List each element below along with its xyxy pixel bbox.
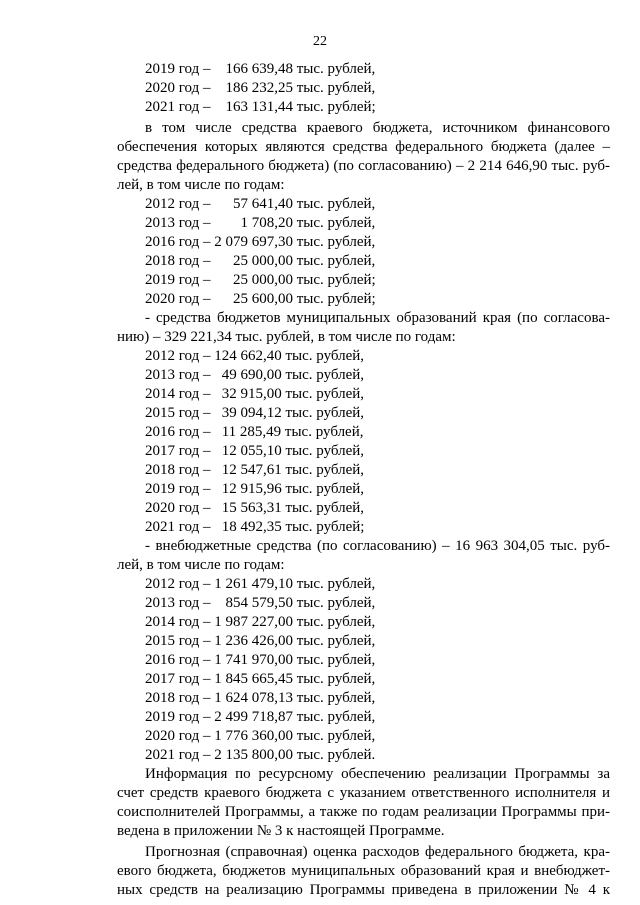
year-line: 2021 год – 163 131,44 тыс. рублей; (145, 99, 376, 115)
year-line: 2013 год – 854 579,50 тыс. рублей, (145, 595, 376, 611)
paragraph-line: ных средств на реализацию Программы приведена в приложении № 4 к (117, 882, 610, 898)
year-line: 2021 год – 18 492,35 тыс. рублей; (145, 519, 365, 535)
paragraph-line: нию) – 329 221,34 тыс. рублей, в том числе по годам: (117, 329, 456, 345)
year-line: 2019 год – 12 915,96 тыс. рублей, (145, 481, 365, 497)
paragraph-line: евого бюджета, бюджетов муниципальных образований края и внебюджет- (117, 863, 610, 879)
year-line: 2016 год – 2 079 697,30 тыс. рублей, (145, 234, 376, 250)
paragraph-line: Прогнозная (справочная) оценка расходов федерального бюджета, кра- (145, 844, 610, 860)
paragraph-line: обеспечения которых являются средства федерального бюджета (далее – (117, 139, 610, 155)
year-line: 2014 год – 1 987 227,00 тыс. рублей, (145, 614, 376, 630)
page-number: 22 (313, 34, 327, 49)
paragraph-line: лей, в том числе по годам: (117, 557, 285, 573)
paragraph-line: в том числе средства краевого бюджета, источником финансового (145, 120, 610, 136)
year-line: 2017 год – 1 845 665,45 тыс. рублей, (145, 671, 376, 687)
year-line: 2019 год – 166 639,48 тыс. рублей, (145, 61, 376, 77)
year-line: 2020 год – 186 232,25 тыс. рублей, (145, 80, 376, 96)
year-line: 2014 год – 32 915,00 тыс. рублей, (145, 386, 365, 402)
year-line: 2020 год – 15 563,31 тыс. рублей, (145, 500, 365, 516)
year-line: 2015 год – 39 094,12 тыс. рублей, (145, 405, 365, 421)
year-line: 2018 год – 1 624 078,13 тыс. рублей, (145, 690, 376, 706)
year-line: 2013 год – 49 690,00 тыс. рублей, (145, 367, 365, 383)
paragraph-line: соисполнителей Программы, а также по годам реализации Программы при- (117, 804, 610, 820)
year-line: 2012 год – 57 641,40 тыс. рублей, (145, 196, 376, 212)
year-line: 2019 год – 25 000,00 тыс. рублей; (145, 272, 376, 288)
year-line: 2021 год – 2 135 800,00 тыс. рублей. (145, 747, 376, 763)
year-line: 2016 год – 1 741 970,00 тыс. рублей, (145, 652, 376, 668)
paragraph-line: Информация по ресурсному обеспечению реализации Программы за (145, 766, 610, 782)
year-line: 2015 год – 1 236 426,00 тыс. рублей, (145, 633, 376, 649)
year-line: 2013 год – 1 708,20 тыс. рублей, (145, 215, 376, 231)
year-line: 2012 год – 124 662,40 тыс. рублей, (145, 348, 365, 364)
year-line: 2016 год – 11 285,49 тыс. рублей, (145, 424, 364, 440)
paragraph-line: - средства бюджетов муниципальных образований края (по согласова- (145, 310, 610, 326)
paragraph-line: лей, в том числе по годам: (117, 177, 285, 193)
paragraph-line: ведена в приложении № 3 к настоящей Программе. (117, 823, 445, 839)
year-line: 2019 год – 2 499 718,87 тыс. рублей, (145, 709, 376, 725)
year-line: 2020 год – 1 776 360,00 тыс. рублей, (145, 728, 376, 744)
year-line: 2012 год – 1 261 479,10 тыс. рублей, (145, 576, 376, 592)
paragraph-line: средства федерального бюджета) (по согласованию) – 2 214 646,90 тыс. руб- (117, 158, 610, 174)
paragraph-line: - внебюджетные средства (по согласованию) – 16 963 304,05 тыс. руб- (145, 538, 610, 554)
paragraph-line: счет средств краевого бюджета с указанием ответственного исполнителя и (117, 785, 610, 801)
year-line: 2020 год – 25 600,00 тыс. рублей; (145, 291, 376, 307)
year-line: 2018 год – 12 547,61 тыс. рублей, (145, 462, 365, 478)
year-line: 2018 год – 25 000,00 тыс. рублей, (145, 253, 376, 269)
year-line: 2017 год – 12 055,10 тыс. рублей, (145, 443, 365, 459)
